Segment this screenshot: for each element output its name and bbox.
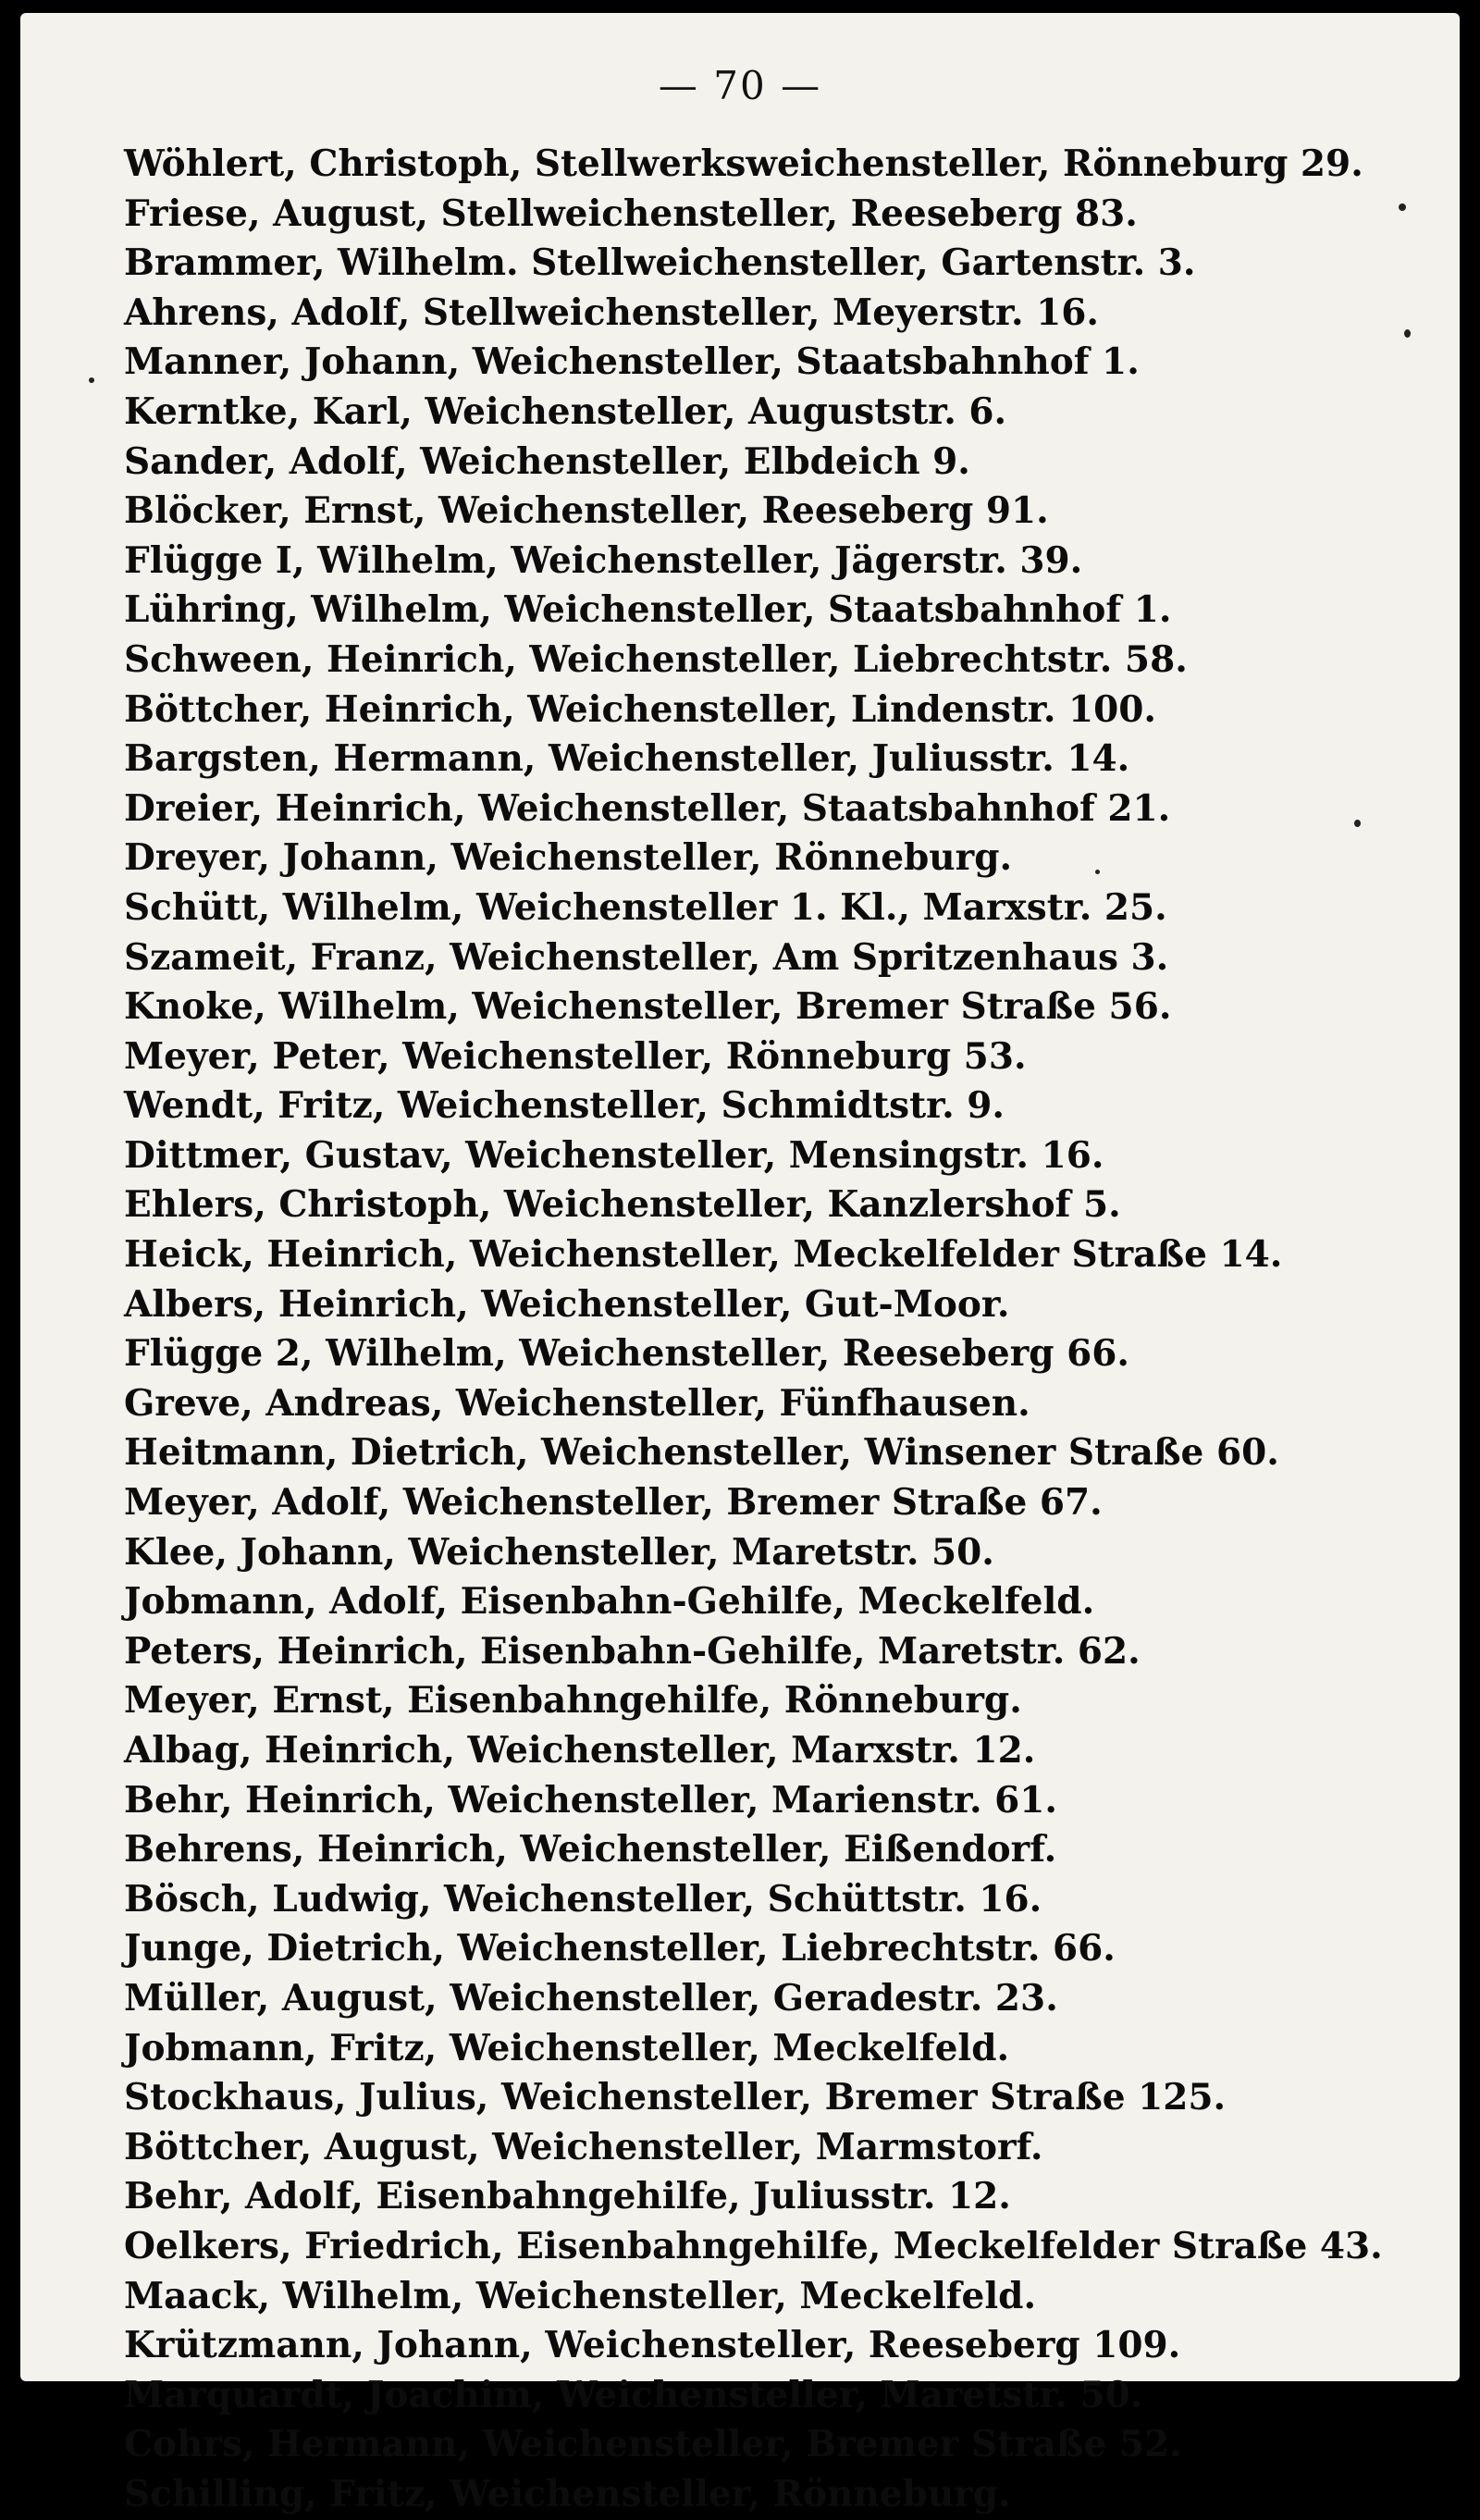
list-item: Schütt, Wilhelm, Weichensteller 1. Kl., Marxstr. 25.: [124, 885, 1167, 929]
list-item: Junge, Dietrich, Weichensteller, Liebrechtstr. 66.: [124, 1927, 1116, 1970]
list-item: Maack, Wilhelm, Weichensteller, Meckelfeld.: [124, 2274, 1037, 2317]
list-item: Krützmann, Johann, Weichensteller, Reeseberg 109.: [124, 2324, 1181, 2367]
list-item: Meyer, Ernst, Eisenbahngehilfe, Rönneburg.: [124, 1679, 1022, 1723]
list-item: Böttcher, Heinrich, Weichensteller, Lindenstr. 100.: [124, 687, 1156, 731]
list-item: Albers, Heinrich, Weichensteller, Gut-Moor.: [124, 1282, 1010, 1326]
list-item: Dreier, Heinrich, Weichensteller, Staatsbahnhof 21.: [124, 786, 1171, 830]
list-item: Cohrs, Hermann, Weichensteller, Bremer Straße 52.: [124, 2423, 1182, 2466]
list-item: Jobmann, Adolf, Eisenbahn-Gehilfe, Meckelfeld.: [124, 1580, 1095, 1624]
list-item: Albag, Heinrich, Weichensteller, Marxstr. 12.: [124, 1729, 1036, 1772]
list-item: Bösch, Ludwig, Weichensteller, Schüttstr. 16.: [124, 1877, 1042, 1921]
list-item: Ehlers, Christoph, Weichensteller, Kanzlershof 5.: [124, 1183, 1121, 1227]
page-number: — 70 —: [658, 63, 822, 108]
list-item: Flügge I, Wilhelm, Weichensteller, Jägerstr. 39.: [124, 538, 1083, 582]
list-item: Ahrens, Adolf, Stellweichensteller, Meyerstr. 16.: [124, 290, 1100, 334]
list-item: Meyer, Peter, Weichensteller, Rönneburg 53.: [124, 1034, 1027, 1078]
list-item: Sander, Adolf, Weichensteller, Elbdeich 9.: [124, 439, 970, 483]
list-item: Knoke, Wilhelm, Weichensteller, Bremer Straße 56.: [124, 985, 1172, 1029]
list-item: Greve, Andreas, Weichensteller, Fünfhausen.: [124, 1381, 1030, 1425]
list-item: Behr, Adolf, Eisenbahngehilfe, Juliusstr. 12.: [124, 2175, 1011, 2218]
list-item: Oelkers, Friedrich, Eisenbahngehilfe, Meckelfelder Straße 43.: [124, 2224, 1383, 2267]
print-speck: [1399, 204, 1406, 211]
print-speck: [1404, 329, 1411, 338]
list-item: Böttcher, August, Weichensteller, Marmstorf.: [124, 2125, 1043, 2168]
print-speck: [1354, 820, 1361, 827]
list-item: Szameit, Franz, Weichensteller, Am Spritzenhaus 3.: [124, 935, 1169, 979]
print-speck: [89, 377, 94, 383]
list-item: Brammer, Wilhelm. Stellweichensteller, Gartenstr. 3.: [124, 241, 1196, 285]
list-item: Müller, August, Weichensteller, Geradestr. 23.: [124, 1976, 1058, 2020]
list-item: Blöcker, Ernst, Weichensteller, Reeseberg 91.: [124, 489, 1049, 533]
list-item: Stockhaus, Julius, Weichensteller, Bremer Straße 125.: [124, 2076, 1227, 2119]
list-item: Flügge 2, Wilhelm, Weichensteller, Reeseberg 66.: [124, 1332, 1129, 1376]
list-item: Behr, Heinrich, Weichensteller, Marienstr. 61.: [124, 1778, 1057, 1822]
list-item: Behrens, Heinrich, Weichensteller, Eißendorf.: [124, 1828, 1057, 1871]
list-item: Klee, Johann, Weichensteller, Maretstr. 50.: [124, 1530, 994, 1574]
list-item: Peters, Heinrich, Eisenbahn-Gehilfe, Maretstr. 62.: [124, 1629, 1141, 1673]
print-speck: [1095, 870, 1100, 874]
list-item: Marquardt, Joachim, Weichensteller, Maretstr. 50.: [124, 2373, 1143, 2416]
list-item: Wendt, Fritz, Weichensteller, Schmidtstr. 9.: [124, 1084, 1005, 1128]
list-item: Kerntke, Karl, Weichensteller, Auguststr. 6.: [124, 389, 1007, 433]
list-item: Meyer, Adolf, Weichensteller, Bremer Straße 67.: [124, 1481, 1103, 1525]
list-item: Manner, Johann, Weichensteller, Staatsbahnhof 1.: [124, 340, 1140, 384]
list-item: Jobmann, Fritz, Weichensteller, Meckelfeld.: [124, 2026, 1010, 2069]
list-item: Schween, Heinrich, Weichensteller, Liebrechtstr. 58.: [124, 637, 1188, 681]
list-item: Heitmann, Dietrich, Weichensteller, Winsener Straße 60.: [124, 1431, 1279, 1475]
book-page: [20, 13, 1460, 2515]
list-item: Dreyer, Johann, Weichensteller, Rönneburg.: [124, 836, 1013, 880]
list-item: Schilling, Fritz, Weichensteller, Rönneburg.: [124, 2472, 1011, 2515]
list-item: Bargsten, Hermann, Weichensteller, Juliusstr. 14.: [124, 737, 1130, 781]
list-item: Friese, August, Stellweichensteller, Reeseberg 83.: [124, 191, 1138, 235]
list-item: Wöhlert, Christoph, Stellwerksweichensteller, Rönneburg 29.: [124, 142, 1363, 185]
list-item: Lühring, Wilhelm, Weichensteller, Staatsbahnhof 1.: [124, 588, 1172, 632]
list-item: Heick, Heinrich, Weichensteller, Meckelfelder Straße 14.: [124, 1233, 1283, 1277]
list-item: Dittmer, Gustav, Weichensteller, Mensingstr. 16.: [124, 1133, 1104, 1177]
directory-list: [124, 140, 1437, 2520]
